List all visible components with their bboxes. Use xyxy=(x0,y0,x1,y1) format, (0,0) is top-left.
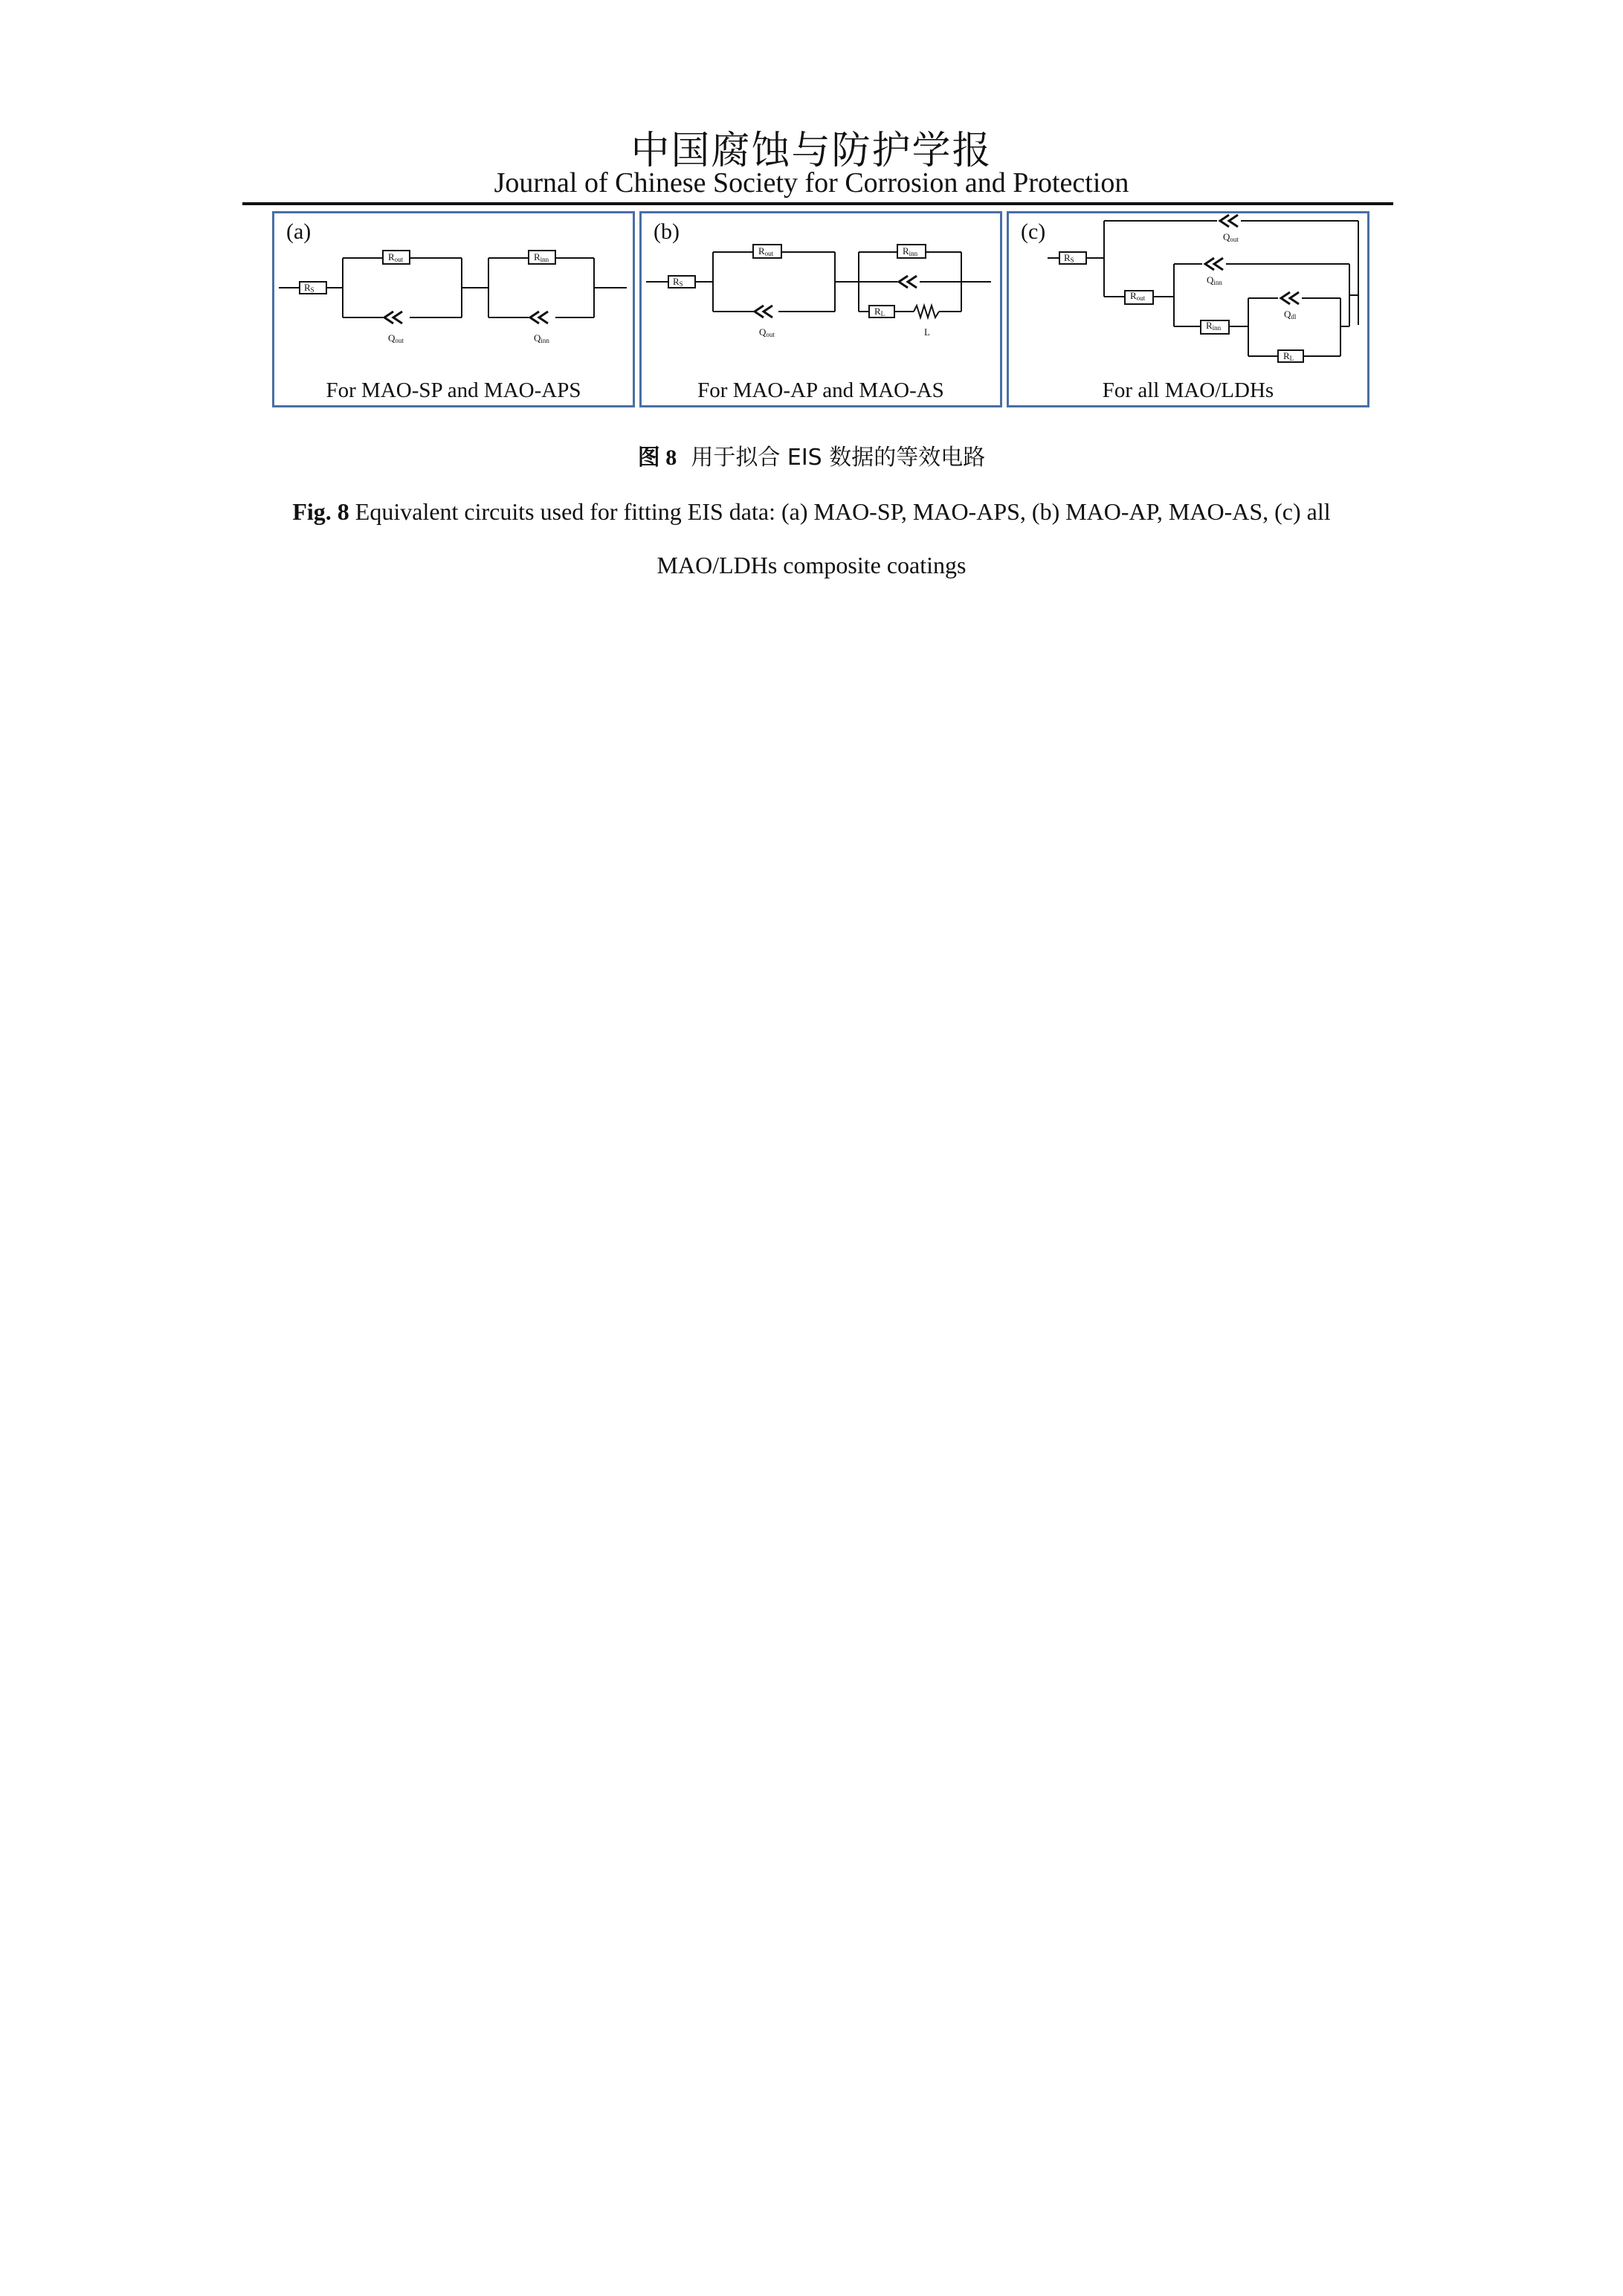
journal-title-cn: 中国腐蚀与防护学报 xyxy=(630,129,993,173)
circuit-diagram-c xyxy=(1009,213,1367,405)
rs-subscript: S xyxy=(679,280,683,288)
figure-caption-cn xyxy=(0,439,1623,471)
qout-subscript: out xyxy=(395,337,404,344)
qout-label: Q xyxy=(759,326,767,338)
panel-caption-c: For all MAO/LDHs xyxy=(1102,378,1274,402)
qdl-label: Q xyxy=(1284,309,1291,320)
qdl-subscript: dl xyxy=(1291,313,1297,320)
figure-caption-cn-text: 用于拟合 EIS 数据的等效电路 xyxy=(691,445,986,471)
figure-number-cn: 图 8 xyxy=(637,445,677,470)
rl-label: R xyxy=(874,306,881,317)
figure-caption-en xyxy=(0,498,1623,526)
figure-caption-en-text: Equivalent circuits used for fitting EIS data: (a) MAO-SP, MAO-APS, (b) MAO-AP, MAO-AS, (c) all xyxy=(349,498,1331,525)
rinn-subscript: inn xyxy=(1212,324,1222,332)
header-rule xyxy=(242,202,1393,205)
rinn-subscript: inn xyxy=(909,250,918,257)
circuit-diagram-b xyxy=(642,213,1000,405)
panel-caption-b: For MAO-AP and MAO-AS xyxy=(697,378,944,402)
svg-text:Qinn xyxy=(1207,274,1222,286)
circuit-panel-a xyxy=(272,211,635,407)
qinn-label: Q xyxy=(1207,274,1214,286)
panel-letter-a: (a) xyxy=(286,219,312,244)
rs-subscript: S xyxy=(1070,257,1074,264)
qout-subscript: out xyxy=(766,331,775,338)
rout-label: R xyxy=(388,251,395,262)
inductor-label: L xyxy=(924,326,930,338)
rl-subscript: L xyxy=(880,310,885,317)
qinn-subscript: inn xyxy=(1213,279,1222,286)
journal-title-en: Journal of Chinese Society for Corrosion and Protection xyxy=(494,167,1129,199)
rout-subscript: out xyxy=(1136,294,1146,302)
rs-label: R xyxy=(1064,252,1071,263)
rout-subscript: out xyxy=(764,250,774,257)
rinn-label: R xyxy=(1206,320,1213,331)
rl-subscript: L xyxy=(1289,355,1294,362)
qout-subscript: out xyxy=(1230,236,1239,243)
rout-label: R xyxy=(758,245,765,257)
qinn-label: Q xyxy=(534,332,541,344)
svg-text:Qinn xyxy=(534,332,549,344)
rs-label: R xyxy=(673,276,680,287)
svg-text:Qout xyxy=(759,326,775,338)
rinn-label: R xyxy=(534,251,541,262)
svg-text:Qdl xyxy=(1284,309,1297,320)
svg-text:Qout xyxy=(1223,231,1239,243)
rs-label: R xyxy=(304,282,311,293)
rl-label: R xyxy=(1283,350,1290,361)
panel-letter-c: (c) xyxy=(1021,219,1046,244)
panel-caption-a: For MAO-SP and MAO-APS xyxy=(326,378,581,402)
circuit-diagram-a xyxy=(274,213,633,405)
rs-subscript: S xyxy=(310,286,314,294)
circuit-panel-c xyxy=(1007,211,1369,407)
panel-letter-b: (b) xyxy=(654,219,680,244)
rout-label: R xyxy=(1130,290,1137,301)
qout-label: Q xyxy=(1223,231,1230,242)
rinn-label: R xyxy=(903,245,909,257)
figure-caption-en-line2: MAO/LDHs composite coatings xyxy=(656,552,967,578)
qinn-subscript: inn xyxy=(541,337,549,344)
circuit-panel-b xyxy=(639,211,1002,407)
rinn-subscript: inn xyxy=(540,256,549,263)
qout-label: Q xyxy=(388,332,396,344)
rout-subscript: out xyxy=(394,256,404,263)
svg-text:Qout xyxy=(388,332,404,344)
figure-number-en: Fig. 8 xyxy=(292,498,349,525)
